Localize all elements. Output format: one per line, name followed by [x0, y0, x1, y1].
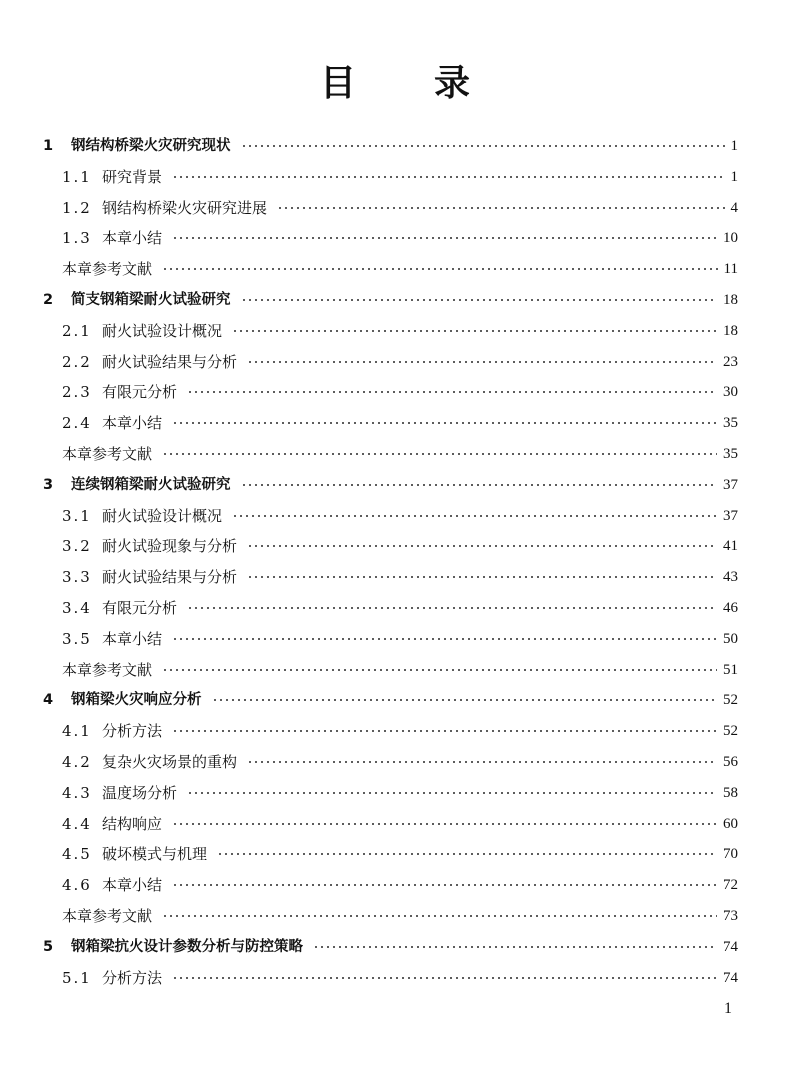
toc-entry-title: 本章小结: [102, 414, 163, 433]
toc-entry-section[interactable]: [62, 196, 738, 220]
toc-entry-page: 51: [723, 661, 738, 678]
toc-entry-title: 结构响应: [102, 814, 163, 833]
dot-leader: [172, 977, 717, 979]
toc-entry-title: 有限元分析: [102, 383, 178, 402]
toc-entry-title: 钢箱梁火灾响应分析: [71, 692, 202, 709]
toc-entry-title: 耐火试验设计概况: [102, 506, 223, 525]
toc-entry-page: 70: [723, 846, 738, 863]
toc-entry-page: 23: [723, 353, 738, 370]
toc-entry-title: 本章小结: [102, 229, 163, 248]
dot-leader: [232, 515, 717, 517]
toc-entry-number: 3.5: [62, 629, 92, 648]
toc-entry-page: 52: [723, 692, 738, 709]
toc-entry-page: 30: [723, 384, 738, 401]
toc-entry-page: 11: [723, 261, 738, 278]
dot-leader: [247, 361, 717, 363]
toc-entry-number: 4.3: [62, 783, 92, 802]
page-title-char-1: 目: [319, 62, 356, 104]
toc-entry-page: 56: [723, 754, 738, 770]
dot-leader: [162, 268, 718, 270]
toc-entry-number: 1.2: [62, 198, 92, 217]
dot-leader: [241, 145, 725, 147]
toc-entry-page: 73: [723, 908, 738, 924]
toc-entry-title: 本章小结: [102, 629, 163, 648]
toc-entry-section[interactable]: [62, 350, 738, 374]
toc-entry-section[interactable]: [62, 411, 738, 435]
dot-leader: [232, 330, 717, 332]
toc-entry-number: 2.4: [62, 414, 92, 433]
toc-entry-number: 2.3: [62, 383, 92, 402]
toc-entry-chapter[interactable]: [43, 288, 738, 312]
dot-leader: [247, 576, 717, 578]
toc-entry-number: 4.2: [62, 753, 92, 771]
toc-entry-number: 2.1: [62, 321, 92, 340]
toc-entry-page: 35: [723, 415, 738, 432]
toc-entry-page: 41: [723, 538, 738, 555]
toc-entry-section[interactable]: [62, 565, 738, 589]
toc-entry-number: 1.3: [62, 229, 92, 248]
toc-entry-chapter[interactable]: [43, 688, 738, 712]
dot-leader: [172, 730, 717, 732]
dot-leader: [313, 946, 717, 948]
toc-entry-section[interactable]: [62, 319, 738, 343]
toc-entry-page: 10: [723, 230, 738, 247]
toc-entry-number: 3.2: [62, 537, 92, 556]
toc-entry-page: 50: [723, 630, 738, 647]
toc-entry-number: 3: [43, 476, 54, 493]
dot-leader: [172, 422, 717, 424]
toc-entry-page: 1: [730, 168, 738, 185]
toc-entry-ref[interactable]: [62, 658, 738, 682]
toc-entry-section[interactable]: [62, 781, 738, 805]
toc-entry-page: 58: [723, 784, 738, 801]
toc-entry-title: 破坏模式与机理: [102, 845, 208, 864]
toc-entry-page: 43: [723, 569, 738, 586]
toc-entry-title: 耐火试验设计概况: [102, 321, 223, 340]
toc-entry-section[interactable]: [62, 842, 738, 866]
dot-leader: [172, 884, 717, 886]
toc-entry-chapter[interactable]: [43, 473, 738, 497]
toc-entry-section[interactable]: [62, 380, 738, 404]
page-number: 1: [724, 1000, 732, 1017]
toc-entry-section[interactable]: [62, 226, 738, 250]
dot-leader: [247, 545, 717, 547]
toc-entry-title: 复杂火灾场景的重构: [102, 753, 238, 771]
toc-entry-title: 耐火试验结果与分析: [102, 352, 238, 371]
toc-entry-title: 耐火试验现象与分析: [102, 537, 238, 556]
toc-entry-title: 本章参考文献: [62, 660, 153, 679]
toc-entry-section[interactable]: [62, 873, 738, 897]
page-title-char-2: 录: [434, 62, 471, 104]
toc-entry-page: 60: [723, 815, 738, 832]
toc-entry-title: 分析方法: [102, 968, 163, 987]
toc-entry-page: 4: [730, 199, 738, 216]
toc-entry-section[interactable]: [62, 627, 738, 651]
toc-entry-number: 1.1: [62, 167, 92, 186]
dot-leader: [187, 391, 717, 393]
toc-entry-number: 4.1: [62, 722, 92, 741]
toc-entry-section[interactable]: [62, 966, 738, 990]
toc-entry-section[interactable]: [62, 750, 738, 774]
dot-leader: [162, 915, 717, 917]
toc-entry-number: 2: [43, 292, 54, 308]
toc-entry-title: 简支钢箱梁耐火试验研究: [71, 292, 231, 308]
toc-entry-page: 37: [723, 476, 738, 493]
dot-leader: [277, 207, 724, 209]
toc-entry-page: 74: [723, 938, 738, 955]
toc-entry-title: 分析方法: [102, 722, 163, 741]
toc-entry-page: 46: [723, 600, 738, 616]
dot-leader: [241, 299, 718, 301]
dot-leader: [172, 638, 717, 640]
toc-entry-title: 钢箱梁抗火设计参数分析与防控策略: [71, 938, 303, 955]
toc-entry-title: 本章参考文献: [62, 445, 153, 463]
toc-entry-section[interactable]: [62, 534, 738, 558]
toc-entry-number: 3.4: [62, 599, 92, 617]
dot-leader: [162, 669, 717, 671]
toc-entry-page: 1: [730, 138, 738, 154]
toc-entry-title: 连续钢箱梁耐火试验研究: [71, 476, 231, 493]
dot-leader: [217, 853, 717, 855]
toc-entry-number: 3.1: [62, 506, 92, 525]
dot-leader: [172, 237, 717, 239]
toc-entry-number: 4.4: [62, 814, 92, 833]
toc-entry-number: 4: [43, 692, 54, 709]
toc-entry-chapter[interactable]: [43, 935, 738, 959]
toc-entry-number: 2.2: [62, 352, 92, 371]
dot-leader: [247, 761, 717, 763]
dot-leader: [187, 607, 717, 609]
toc-entry-page: 37: [723, 507, 738, 524]
toc-entry-number: 3.3: [62, 568, 92, 587]
toc-entry-number: 5.1: [62, 968, 92, 987]
toc-entry-ref[interactable]: [62, 442, 738, 466]
toc-entry-section[interactable]: [62, 165, 738, 189]
toc-entry-section[interactable]: [62, 596, 738, 620]
toc-entry-section[interactable]: [62, 812, 738, 836]
toc-entry-title: 本章参考文献: [62, 907, 153, 925]
dot-leader: [172, 823, 717, 825]
toc-entry-title: 钢结构桥梁火灾研究进展: [102, 198, 268, 217]
toc-entry-number: 5: [43, 938, 54, 955]
toc-entry-title: 耐火试验结果与分析: [102, 568, 238, 587]
toc-entry-page: 72: [723, 877, 738, 894]
toc-entry-title: 本章小结: [102, 876, 163, 895]
toc-entry-page: 18: [723, 322, 738, 339]
toc-entry-ref[interactable]: [62, 257, 738, 281]
toc-entry-number: 4.5: [62, 845, 92, 864]
toc-entry-page: 18: [723, 292, 738, 308]
toc-entry-title: 研究背景: [102, 167, 163, 186]
toc-entry-section[interactable]: [62, 719, 738, 743]
toc-entry-page: 52: [723, 723, 738, 740]
toc-entry-title: 有限元分析: [102, 599, 178, 617]
toc-entry-ref[interactable]: [62, 904, 738, 928]
dot-leader: [162, 453, 717, 455]
dot-leader: [187, 792, 717, 794]
toc-entry-number: 1: [43, 138, 54, 154]
toc-entry-title: 温度场分析: [102, 783, 178, 802]
toc-entry-number: 4.6: [62, 876, 92, 895]
toc-entry-section[interactable]: [62, 504, 738, 528]
dot-leader: [212, 699, 718, 701]
toc-entry-title: 钢结构桥梁火灾研究现状: [71, 138, 231, 154]
dot-leader: [172, 176, 724, 178]
toc-entry-page: 74: [723, 969, 738, 986]
toc-entry-page: 35: [723, 446, 738, 462]
dot-leader: [241, 484, 718, 486]
toc-entry-title: 本章参考文献: [62, 260, 153, 279]
toc-entry-chapter[interactable]: [43, 134, 738, 158]
